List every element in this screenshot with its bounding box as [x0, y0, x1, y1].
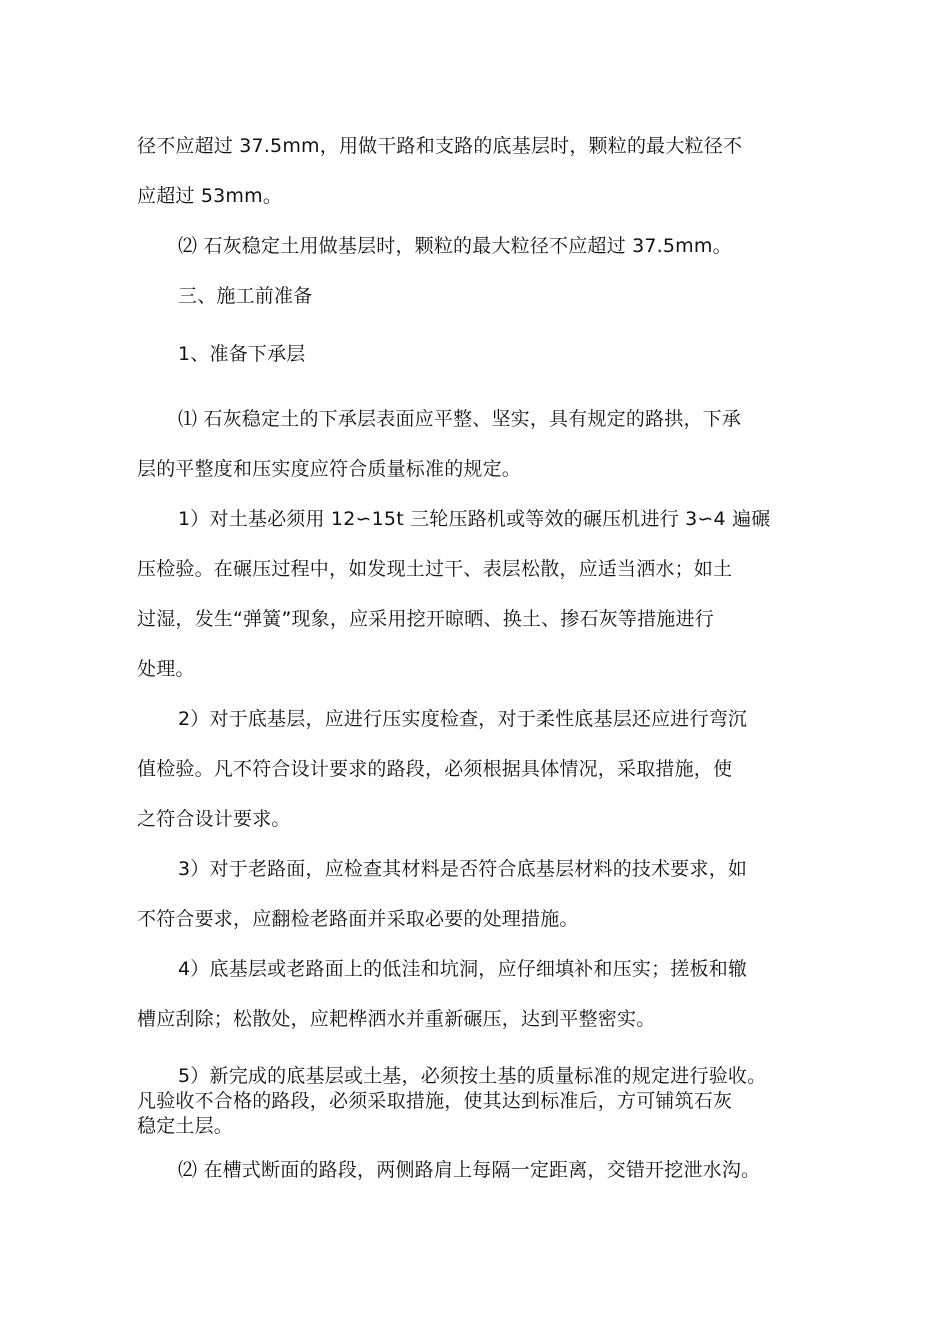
text-line: 1）对土基必须用 12∽15t 三轮压路机或等效的碾压机进行 3∽4 遍碾 [178, 508, 771, 530]
text-line: 凡验收不合格的路段，必须采取措施，使其达到标准后，方可铺筑石灰 [137, 1090, 733, 1112]
text-line: 3）对于老路面，应检查其材料是否符合底基层材料的技术要求，如 [178, 858, 748, 880]
text-line: 过湿，发生“弹簧”现象，应采用挖开晾晒、换土、掺石灰等措施进行 [137, 608, 714, 630]
text-line: ⑵ 石灰稳定土用做基层时，颗粒的最大粒径不应超过 37.5mm。 [178, 235, 732, 257]
text-line: 之符合设计要求。 [137, 808, 291, 830]
text-line: ⑵ 在槽式断面的路段，两侧路肩上每隔一定距离，交错开挖泄水沟。 [178, 1159, 761, 1181]
text-line: 压检验。在碾压过程中，如发现土过干、表层松散，应适当洒水；如土 [137, 558, 733, 580]
section-heading: 三、施工前准备 [178, 285, 313, 307]
subsection-heading: 1、准备下承层 [178, 343, 306, 365]
text-line: 层的平整度和压实度应符合质量标准的规定。 [137, 458, 522, 480]
text-line: 槽应刮除；松散处，应耙桦洒水并重新碾压，达到平整密实。 [137, 1008, 656, 1030]
text-line: 径不应超过 37.5mm，用做干路和支路的底基层时，颗粒的最大粒径不 [137, 135, 743, 157]
text-line: 应超过 53mm。 [137, 185, 283, 207]
text-line: 稳定土层。 [137, 1115, 234, 1137]
text-line: 值检验。凡不符合设计要求的路段，必须根据具体情况，采取措施，使 [137, 758, 733, 780]
text-line: 处理。 [137, 658, 195, 680]
text-line: ⑴ 石灰稳定土的下承层表面应平整、坚实，具有规定的路拱，下承 [178, 408, 742, 430]
text-line: 4）底基层或老路面上的低洼和坑洞，应仔细填补和压实；搓板和辙 [178, 958, 748, 980]
text-line: 5）新完成的底基层或土基，必须按土基的质量标准的规定进行验收。 [178, 1065, 767, 1087]
text-line: 2）对于底基层，应进行压实度检查，对于柔性底基层还应进行弯沉 [178, 708, 748, 730]
text-line: 不符合要求，应翻检老路面并采取必要的处理措施。 [137, 908, 579, 930]
